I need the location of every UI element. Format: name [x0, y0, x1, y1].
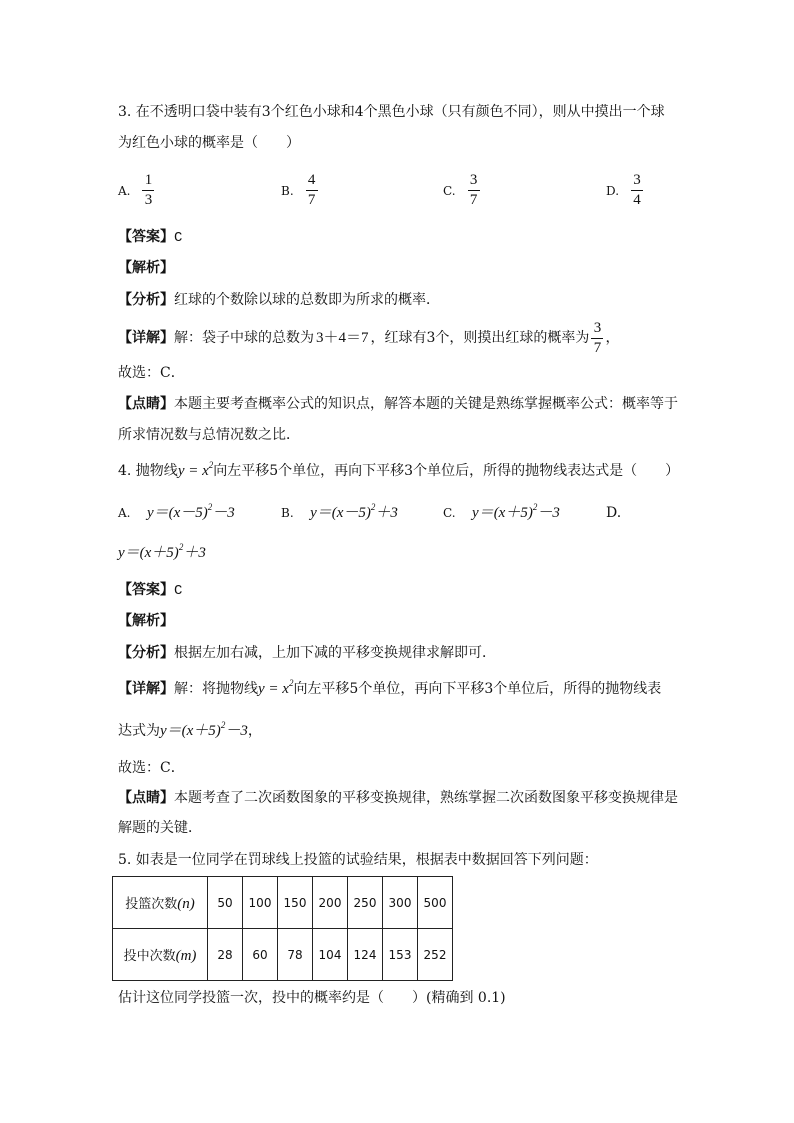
q3-fenxi	[118, 290, 440, 310]
table-cell: 500	[418, 877, 453, 929]
results-table	[112, 876, 453, 981]
q4-stem-post: 向左平移5个单位，再向下平移3个单位后，所得的抛物线表达式是（ ）	[213, 463, 680, 479]
option-expr: $y=(x-5)^2-3$	[146, 502, 235, 521]
q4-answer	[118, 580, 182, 601]
line2-pre: 达式为	[118, 723, 160, 739]
option-expr: $y=(x+5)^2+3$	[118, 542, 206, 561]
parabola-expr: $y = x^2$	[177, 460, 214, 479]
q4-option-b	[281, 503, 398, 523]
q3-dianjing-line2: 所求情况数与总情况数之比．	[118, 427, 300, 443]
q4-stem	[118, 461, 679, 481]
option-label: C.	[443, 506, 456, 520]
q3-analysis-tag: 【解析】	[118, 260, 174, 276]
table-cell: 104	[313, 929, 348, 981]
fraction: $\frac{1}{3}$	[142, 172, 154, 209]
fenxi-tag: 【分析】	[118, 292, 174, 308]
option-expr: $y=(x-5)^2+3$	[310, 502, 398, 521]
result-expr: $y=(x+5)^2-3$	[160, 720, 248, 739]
answer-tag: 【答案】	[118, 582, 174, 598]
q4-xiangjie-line1	[118, 679, 661, 699]
row-header: 投篮次数(n)	[113, 877, 208, 929]
option-label: B.	[281, 183, 294, 198]
answer-value: C	[174, 230, 183, 246]
q3-dianjing-line1	[118, 394, 678, 414]
xiangjie-post: 向左平移5个单位，再向下平移3个单位后，所得的抛物线表	[293, 681, 662, 697]
dianjing-tag: 【点睛】	[118, 790, 174, 806]
fenxi-tag: 【分析】	[118, 645, 174, 661]
answer-value: C	[174, 583, 183, 599]
table-cell: 250	[348, 877, 383, 929]
line2-post: ，	[247, 723, 262, 739]
q4-option-d	[118, 543, 206, 563]
option-label: C.	[443, 183, 456, 198]
q4-analysis-tag: 【解析】	[118, 613, 174, 629]
q3-stem-line2: 为红色小球的概率是（ ）	[118, 135, 300, 151]
dianjing-text: 本题考查了二次函数图象的平移变换规律，熟练掌握二次函数图象平移变换规律是	[174, 790, 678, 806]
answer-tag: 【答案】	[118, 229, 174, 245]
xiangjie-pre: 解：将抛物线	[174, 681, 258, 697]
q3-option-a	[118, 172, 154, 209]
table-cell: 252	[418, 929, 453, 981]
dianjing-text: 本题主要考查概率公式的知识点，解答本题的关键是熟练掌握概率公式：概率等于	[174, 396, 678, 412]
q5-stem: 5. 如表是一位同学在罚球线上投篮的试验结果，根据表中数据回答下列问题：	[118, 852, 598, 868]
q4-option-a	[118, 503, 235, 523]
table-row	[113, 929, 453, 981]
table-cell: 124	[348, 929, 383, 981]
xiangjie-pre: 解：袋子中球的总数为	[174, 330, 314, 346]
table-cell: 100	[243, 877, 278, 929]
option-label: B.	[281, 506, 294, 520]
q4-dianjing-line1	[118, 788, 678, 808]
q3-choose: 故选：C．	[118, 365, 185, 381]
table-cell: 28	[208, 929, 243, 981]
q4-xiangjie-line2	[118, 721, 262, 741]
table-cell: 153	[383, 929, 418, 981]
q4-fenxi	[118, 643, 496, 663]
xiangjie-mid: ，红球有3个，则摸出红球的概率为	[370, 330, 590, 346]
option-label: A.	[118, 183, 131, 198]
q3-option-d	[606, 172, 643, 209]
xiangjie-tag: 【详解】	[118, 681, 174, 697]
table-cell: 300	[383, 877, 418, 929]
fraction: $\frac{3}{4}$	[631, 172, 643, 209]
table-cell: 50	[208, 877, 243, 929]
xiangjie-post: ，	[605, 330, 620, 346]
dianjing-tag: 【点睛】	[118, 396, 174, 412]
q4-choose: 故选：C．	[118, 760, 185, 776]
row-header: 投中次数(m)	[113, 929, 208, 981]
q3-option-b	[281, 172, 318, 209]
q3-stem-line1: 3. 在不透明口袋中装有3个红色小球和4个黑色小球（只有颜色不同），则从中摸出一个球	[118, 104, 665, 120]
q3-option-c	[443, 172, 480, 209]
fraction: $\frac{3}{7}$	[591, 320, 603, 357]
table-cell: 60	[243, 929, 278, 981]
fenxi-text: 红球的个数除以球的总数即为所求的概率．	[174, 292, 440, 308]
xiangjie-expr: 3＋4＝7	[316, 330, 369, 346]
option-expr: $y=(x+5)^2-3$	[472, 502, 560, 521]
q4-option-c	[443, 503, 560, 523]
parabola-expr: $y = x^2$	[258, 678, 294, 697]
q3-xiangjie	[118, 318, 619, 358]
xiangjie-tag: 【详解】	[118, 330, 174, 346]
q4-stem-pre: 4. 抛物线	[118, 463, 178, 479]
fraction: $\frac{4}{7}$	[306, 172, 318, 209]
q4-dianjing-line2: 解题的关键．	[118, 820, 202, 836]
q4-option-d-label: D.	[606, 505, 622, 521]
option-label: D.	[606, 183, 620, 198]
q5-question: 估计这位同学投篮一次，投中的概率约是（ ）(精确到 0.1)	[118, 990, 506, 1006]
table-cell: 78	[278, 929, 313, 981]
table-cell: 150	[278, 877, 313, 929]
fraction: $\frac{3}{7}$	[468, 172, 480, 209]
q3-answer	[118, 227, 182, 248]
fenxi-text: 根据左加右减，上加下减的平移变换规律求解即可．	[174, 645, 496, 661]
option-label: A.	[118, 506, 131, 520]
table-cell: 200	[313, 877, 348, 929]
table-row	[113, 877, 453, 929]
